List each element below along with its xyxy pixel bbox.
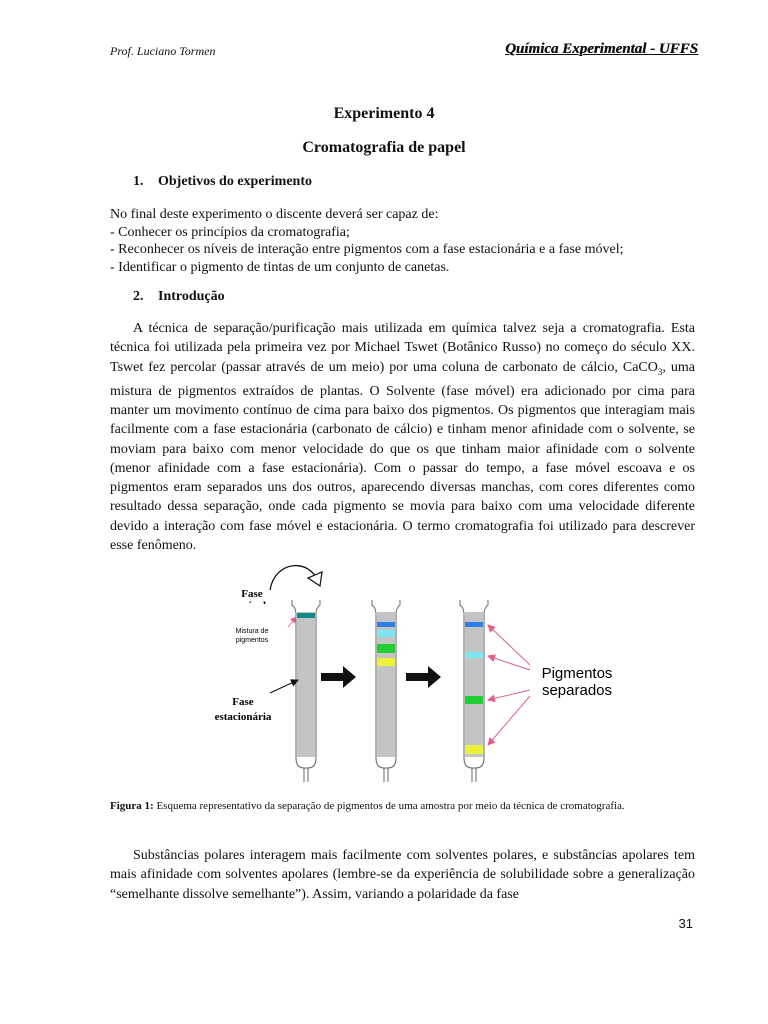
section-2-title: Introdução: [158, 289, 225, 304]
process-arrow-icon: [406, 666, 441, 688]
band-blue: [377, 622, 395, 627]
experiment-title: Experimento 4: [333, 105, 435, 122]
chromatography-figure: [200, 560, 640, 790]
label-separated-pigments: Pigmentos: [541, 665, 613, 682]
experiment-topic: Cromatografia de papel: [302, 139, 466, 156]
band-teal: [297, 613, 315, 618]
pigment-pointer-arrow: [488, 690, 530, 700]
paragraph-text: , uma mistura de pigmentos extraídos de plantas. O Solvente (fase móvel) era adicionado por cima para manter um movimento contínuo de cima para baixo dos pigmentos. Os pigmentos que interagiam mais facilmente com a fase estacionária (carbonato de cálcio) e tinham menor afinidade com o solvente, se moviam para baixo com menor velocidade do que os que tinham maior afinidade com o solvente (menor afinidade com a fase estacionária). Com o passar do tempo, a fase móvel escoava e os pigmentos eram separados uns dos outros, aparecendo diversas manchas, com cores diferentes como resultado dessa separação, onde cada pigmento se movia para baixo com uma velocidade diferente devido a interação com fase móvel e estacionária. O termo cromatografia foi utilizado para descrever esse fenômeno.: [110, 359, 695, 554]
label-stationary-phase-2: estacionária: [214, 711, 272, 723]
label-mixture: Mistura de: [235, 628, 269, 635]
column-2: [372, 600, 400, 782]
objectives-block: [110, 206, 695, 276]
caption-label: Figura 1:: [110, 800, 154, 812]
header-author: Prof. Luciano Tormen: [110, 44, 216, 58]
section-2-heading: [133, 289, 225, 305]
label-separated-pigments-2: separados: [541, 682, 613, 699]
label-mixture-2: pigmentos: [235, 637, 269, 644]
band-yellow: [377, 658, 395, 666]
header-course: Química Experimental - UFFS: [505, 41, 698, 57]
caption-text: Esquema representativo da separação de pigmentos de uma amostra por meio da técnica de cromatografia.: [153, 800, 625, 812]
column-3: [460, 600, 488, 782]
pour-arrowhead: [308, 572, 322, 586]
pigment-pointer-arrow: [488, 696, 530, 745]
objectives-intro: No final deste experimento o discente deverá ser capaz de:: [110, 207, 439, 222]
section-2-number: 2.: [133, 289, 144, 304]
subscript: 3: [657, 366, 663, 377]
paragraph-text: A técnica de separação/purificação mais utilizada em química talvez seja a cromatografia. Esta técnica foi utilizada pela primeira vez por Michael Tswet (Botânico Russo) no começo do século XX. Tswet fez percolar (passar através de um meio) por uma coluna de carbonato de cálcio, CaCO: [110, 321, 695, 375]
band-cyan: [377, 630, 395, 637]
objective-item: - Identificar o pigmento de tintas de um conjunto de canetas.: [110, 259, 450, 275]
objective-item: - Reconhecer os níveis de interação entre pigmentos com a fase estacionária e a fase móvel;: [110, 242, 624, 257]
label-mobile-phase: Fase: [241, 588, 263, 600]
mixture-pointer-arrow: [288, 617, 296, 627]
process-arrow-icon: [321, 666, 356, 688]
band-green: [465, 696, 483, 704]
pigment-pointer-arrow: [488, 625, 530, 665]
intro-paragraph-2: Substâncias polares interagem mais facilmente com solventes polares, e substâncias apolares tem mais afinidade com solventes apolares (lembre-se da experiência de solubilidade sobre a generalização “semelhante dissolve semelhante”). Assim, variando a polaridade da fase: [110, 848, 695, 902]
label-stationary-phase: Fase: [232, 696, 254, 708]
section-1-title: Objetivos do experimento: [158, 174, 312, 189]
band-cyan: [465, 652, 483, 658]
band-blue: [465, 622, 483, 627]
objective-item: - Conhecer os princípios da cromatografia;: [110, 224, 350, 240]
band-green: [377, 644, 395, 653]
stationary-pointer-arrow: [270, 680, 298, 693]
pigment-pointer-arrow: [488, 656, 530, 670]
section-1-heading: [133, 174, 312, 190]
column-1: [292, 600, 320, 782]
band-yellow: [465, 745, 483, 754]
page-number: 31: [678, 916, 693, 931]
intro-paragraph-1: [110, 319, 695, 555]
section-1-number: 1.: [133, 174, 144, 189]
figure-caption: [110, 798, 695, 815]
